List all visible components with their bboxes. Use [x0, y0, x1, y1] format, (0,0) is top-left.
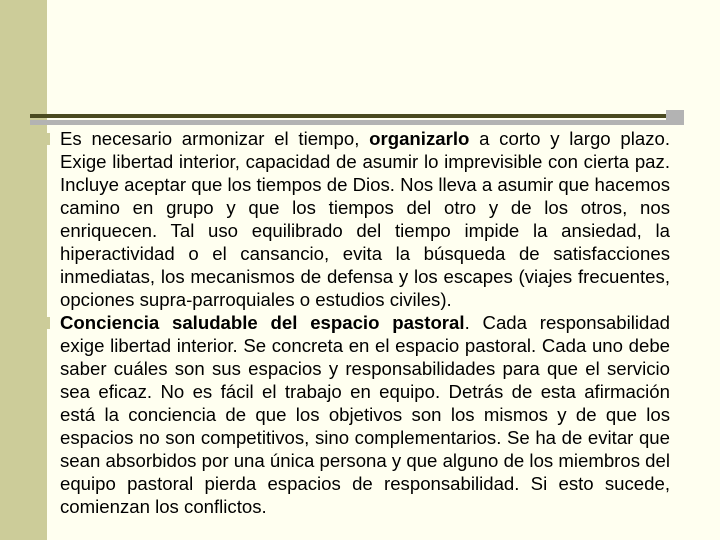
- bullet-text-after: . Cada responsabilidad exige libertad interior. Se concreta en el espacio pastoral. Cada uno debe saber cuáles son sus espacios y responsabilidades para que el servicio sea eficaz. No es fácil el trabajo en equipo. Detrás de esta afirmación está la conciencia de que los objetivos son los mismos y de que los espacios no son competitivos, sino complementarios. Se ha de evitar que sean absorbidos por una única persona y que alguno de los miembros del equipo pastoral pierda espacios de responsabilidad. Si esto sucede, comienzan los conflictos.: [60, 312, 670, 517]
- bullet-text-after: a corto y largo plazo. Exige libertad interior, capacidad de asumir lo imprevisible con cierta paz. Incluye aceptar que los tiempos de Dios. Nos lleva a asumir que hacemos camino en grupo y que los tiempos del otro y de los otros, nos enriquecen. Tal uso equilibrado del tiempo impide la ansiedad, la hiperactividad o el cansancio, evita la búsqueda de satisfacciones inmediatas, los mecanismos de defensa y los escapes (viajes frecuentes, opciones supra-parroquiales o estudios civiles).: [60, 128, 670, 310]
- bullet-text-bold: Conciencia saludable del espacio pastoral: [60, 312, 465, 333]
- title-rule-end: [666, 110, 684, 125]
- title-rule-shadow: [30, 120, 684, 125]
- square-bullet-icon: [38, 317, 50, 329]
- square-bullet-icon: [38, 133, 50, 145]
- bullet-text-before: Es necesario armonizar el tiempo,: [60, 128, 370, 149]
- slide-body: [38, 127, 670, 518]
- title-rule: [30, 114, 666, 118]
- bullet-item-espacio: [38, 311, 670, 518]
- bullet-item-tiempo: [38, 127, 670, 311]
- bullet-text-bold: organizarlo: [369, 128, 470, 149]
